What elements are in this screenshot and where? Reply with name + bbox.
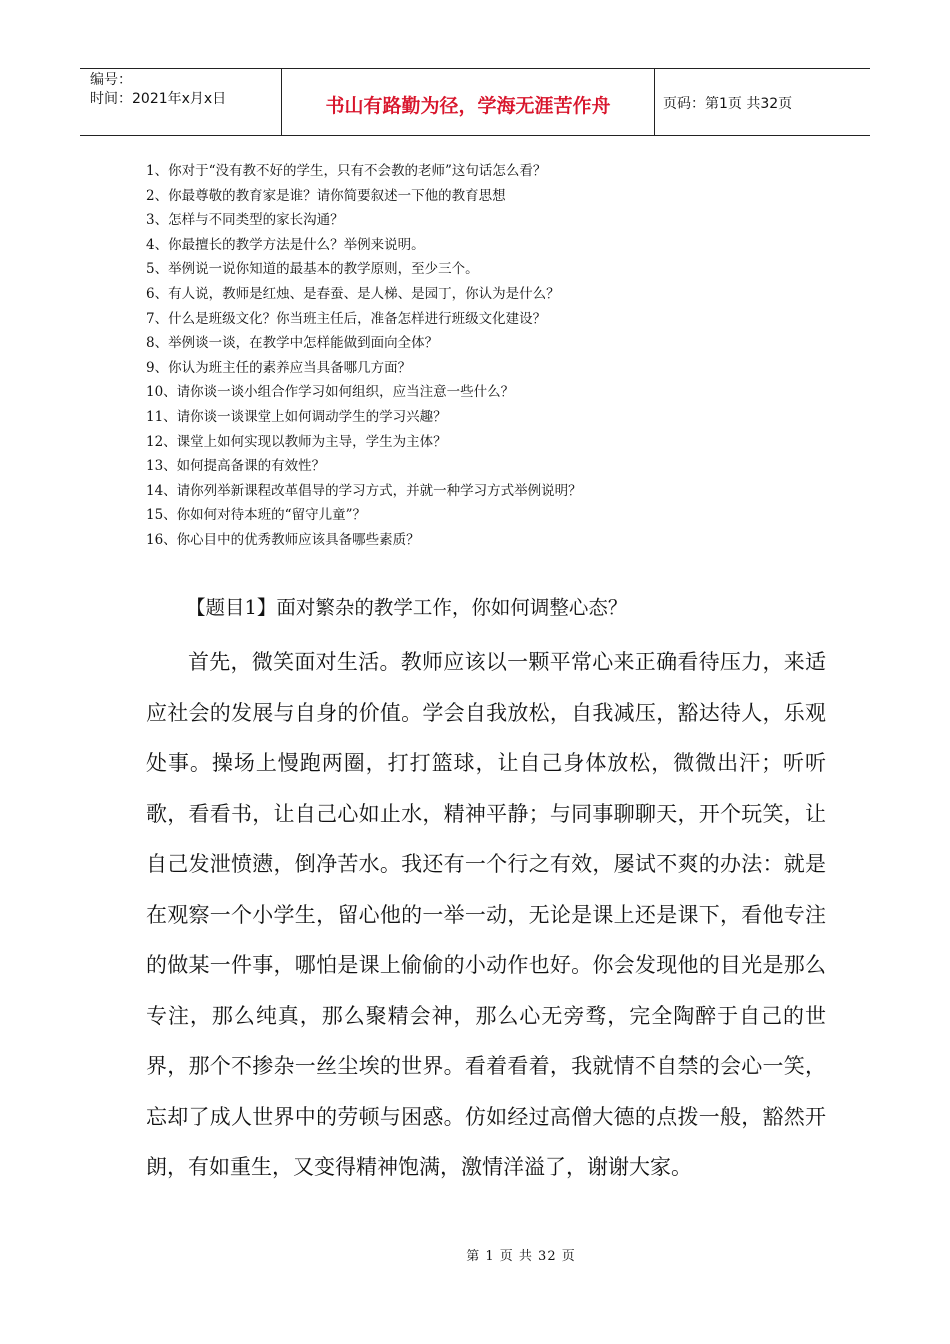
question-item: 14、请你列举新课程改革倡导的学习方式，并就一种学习方式举例说明？ bbox=[146, 482, 582, 499]
question-item: 11、请你谈一谈课堂上如何调动学生的学习兴趣？ bbox=[146, 408, 447, 425]
question-item: 15、你如何对待本班的“留守儿童”？ bbox=[146, 507, 366, 524]
question-list bbox=[146, 159, 582, 553]
question-item: 6、有人说，教师是红烛、是春蚕、是人梯、是园丁，你认为是什么？ bbox=[146, 285, 560, 302]
header-meta bbox=[80, 69, 282, 135]
question-item: 3、怎样与不同类型的家长沟通？ bbox=[146, 212, 344, 229]
page-footer bbox=[0, 1245, 950, 1264]
document-number-label: 编号： bbox=[90, 72, 132, 88]
question-item: 9、你认为班主任的素养应当具备哪几方面？ bbox=[146, 359, 412, 376]
topic-heading: 【题目1】面对繁杂的教学工作，你如何调整心态？ bbox=[186, 596, 628, 619]
question-item: 7、什么是班级文化？你当班主任后，准备怎样进行班级文化建设？ bbox=[146, 310, 547, 327]
question-item: 5、举例说一说你知道的最基本的教学原则，至少三个。 bbox=[146, 261, 479, 278]
question-item: 12、课堂上如何实现以教师为主导，学生为主体？ bbox=[146, 433, 447, 450]
question-item: 2、你最尊敬的教育家是谁？请你简要叙述一下他的教育思想 bbox=[146, 187, 506, 204]
question-item: 16、你心目中的优秀教师应该具备哪些素质？ bbox=[146, 531, 420, 548]
question-item: 1、你对于“没有教不好的学生，只有不会教的老师”这句话怎么看？ bbox=[146, 163, 547, 179]
page-header bbox=[80, 68, 870, 136]
question-item: 10、请你谈一谈小组合作学习如何组织，应当注意一些什么？ bbox=[146, 384, 515, 401]
footer-page-number: 第 1 页 共 32 页 bbox=[466, 1249, 576, 1264]
question-item: 4、你最擅长的教学方法是什么？举例来说明。 bbox=[146, 236, 425, 253]
question-item: 13、如何提高备课的有效性？ bbox=[146, 458, 326, 475]
question-item: 8、举例谈一谈，在教学中怎样能做到面向全体？ bbox=[146, 335, 439, 352]
essay-paragraph: 首先，微笑面对生活。教师应该以一颗平常心来正确看待压力，来适应社会的发展与自身的价值。学会自我放松，自我减压，豁达待人，乐观处事。操场上慢跑两圈，打打篮球，让自己身体放松，微微出汗；听听歌，看看书，让自己心如止水，精神平静；与同事聊聊天，开个玩笑，让自己发泄愤懑，倒净苦水。我还有一个行之有效，屡试不爽的办法：就是在观察一个小学生，留心他的一举一动，无论是课上还是课下，看他专注的做某一件事，哪怕是课上偷偷的小动作也好。你会发现他的目光是那么专注，那么纯真，那么聚精会神，那么心无旁骛，完全陶醉于自己的世界，那个不掺杂一丝尘埃的世界。看着看着，我就情不自禁的会心一笑，忘却了成人世界中的劳顿与困惑。仿如经过高僧大德的点拨一般，豁然开朗，有如重生，又变得精神饱满，激情洋溢了，谢谢大家。 bbox=[146, 650, 826, 1179]
header-page-number: 页码：第1页 共32页 bbox=[663, 96, 793, 112]
header-motto: 书山有路勤为径，学海无涯苦作舟 bbox=[282, 69, 655, 135]
document-time-label: 时间：2021年x月x日 bbox=[90, 91, 227, 107]
